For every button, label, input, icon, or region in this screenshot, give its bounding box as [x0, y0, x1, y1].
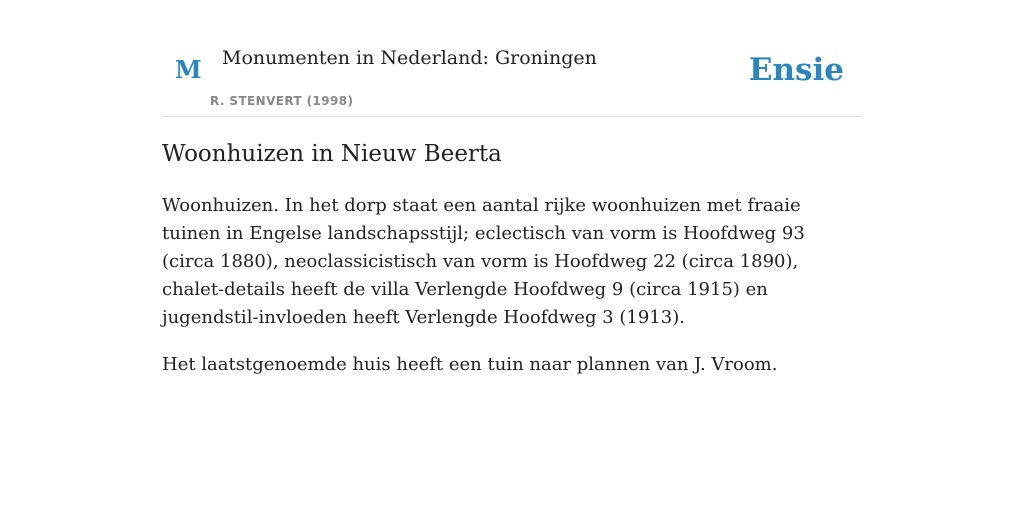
source-logo[interactable]: M: [175, 55, 202, 84]
article-body: [162, 192, 862, 398]
source-header: [162, 0, 862, 117]
article-paragraph: Het laatstgenoemde huis heeft een tuin naar plannen van J. Vroom.: [162, 354, 778, 375]
article-paragraph: Woonhuizen. In het dorp staat een aantal rijke woonhuizen met fraaie tuinen in Engelse landschapsstijl; eclectisch van vorm is Hoofdweg 93 (circa 1880), neoclassicistisch van vorm is Hoofdweg 22 (circa 1890), chalet-details heeft de villa Verlengde Hoofdweg 9 (circa 1915) en jugendstil-invloeden heeft Verlengde Hoofdweg 3 (1913).: [162, 195, 805, 328]
article-title: Woonhuizen in Nieuw Beerta: [162, 141, 502, 167]
ensie-logo-link[interactable]: Ensie: [748, 52, 844, 88]
source-author: R. STENVERT (1998): [210, 94, 354, 108]
source-title-link[interactable]: Monumenten in Nederland: Groningen: [222, 47, 597, 69]
